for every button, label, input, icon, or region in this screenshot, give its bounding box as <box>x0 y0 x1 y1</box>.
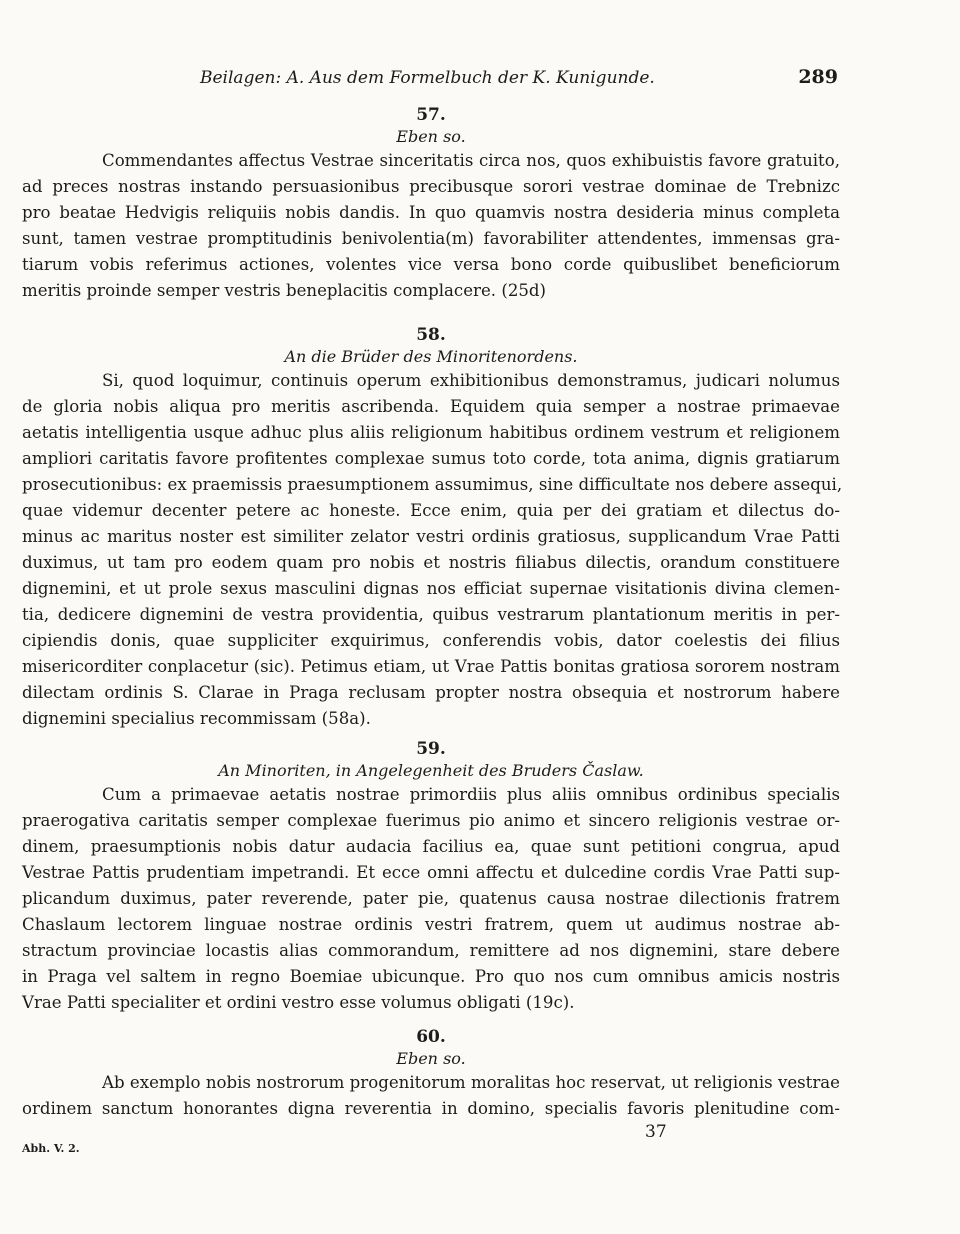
text-line: tia, dedicere dignemini de vestra providentia, quibus vestrarum plantationum meritis in per- <box>22 605 840 624</box>
text-line: de gloria nobis aliqua pro meritis ascribenda. Equidem quia semper a nostrae primaevae <box>22 397 840 416</box>
section-heading: An Minoriten, in Angelegenheit des Bruders Časlaw. <box>218 761 644 780</box>
section-60 <box>22 1026 840 1122</box>
section-heading: Eben so. <box>396 127 466 146</box>
gathering-number: 37 <box>645 1122 667 1142</box>
text-line: dignemini, et ut prole sexus masculini dignas nos efficiat supernae visitationis divina clemen- <box>22 579 840 598</box>
text-line: Cum a primaevae aetatis nostrae primordiis plus aliis omnibus ordinibus specialis <box>102 785 840 804</box>
section-number: 58. <box>416 325 446 345</box>
text-line: cipiendis donis, quae suppliciter exquirimus, conferendis vobis, dator coelestis dei filius <box>22 631 840 650</box>
section-text <box>22 148 840 304</box>
running-head: Beilagen: A. Aus dem Formelbuch der K. Kunigunde. <box>200 68 655 88</box>
section-57 <box>22 104 840 304</box>
text-line: dilectam ordinis S. Clarae in Praga reclusam propter nostra obsequia et nostrorum habere <box>22 683 840 702</box>
text-line: duximus, ut tam pro eodem quam pro nobis et nostris filiabus dilectis, orandum constituere <box>22 553 840 572</box>
text-line: Ab exemplo nobis nostrorum progenitorum moralitas hoc reservat, ut religionis vestrae <box>102 1073 840 1092</box>
text-line: ordinem sanctum honorantes digna reverentia in domino, specialis favoris plenitudine com- <box>22 1099 840 1118</box>
text-line: minus ac maritus noster est similiter zelator vestri ordinis gratiosus, supplicandum Vrae Patti <box>22 527 840 546</box>
text-line: dignemini specialius recommissam (58a). <box>22 709 371 728</box>
section-number: 59. <box>416 739 446 759</box>
text-line: meritis proinde semper vestris beneplacitis complacere. (25d) <box>22 281 547 300</box>
text-line: Vrae Patti specialiter et ordini vestro esse volumus obligati (19c). <box>22 993 575 1012</box>
section-text <box>22 368 843 732</box>
text-line: Vestrae Pattis prudentiam impetrandi. Et ecce omni affectu et dulcedine cordis Vrae Patti sup- <box>22 863 840 882</box>
section-heading: An die Brüder des Minoritenordens. <box>284 347 578 366</box>
signature-mark: Abh. V. 2. <box>22 1142 80 1155</box>
text-line: in Praga vel saltem in regno Boemiae ubicunque. Pro quo nos cum omnibus amicis nostris <box>22 967 840 986</box>
text-line: Commendantes affectus Vestrae sinceritatis circa nos, quos exhibuistis favore gratuito, <box>102 151 840 170</box>
section-text <box>22 782 840 1016</box>
section-number: 60. <box>416 1027 446 1047</box>
text-line: sunt, tamen vestrae promptitudinis benivolentia(m) favorabiliter attendentes, immensas gra- <box>22 229 840 248</box>
text-line: ampliori caritatis favore profitentes complexae sumus toto corde, tota anima, dignis gratiarum <box>22 449 840 468</box>
text-line: aetatis intelligentia usque adhuc plus aliis religionum habitibus ordinem vestrum et religionem <box>22 423 840 442</box>
text-line: pro beatae Hedvigis reliquiis nobis dandis. In quo quamvis nostra desideria minus completa <box>22 203 840 222</box>
text-line: Chaslaum lectorem linguae nostrae ordinis vestri fratrem, quem ut audimus nostrae ab- <box>22 915 840 934</box>
section-text <box>22 1070 840 1122</box>
text-line: misericorditer conplacetur (sic). Petimus etiam, ut Vrae Pattis bonitas gratiosa sororem nostram <box>22 657 840 676</box>
text-line: Si, quod loquimur, continuis operum exhibitionibus demonstramus, judicari nolumus <box>102 371 840 390</box>
section-number: 57. <box>416 105 446 125</box>
section-heading: Eben so. <box>396 1049 466 1068</box>
text-line: praerogativa caritatis semper complexae fuerimus pio animo et sincero religionis vestrae or- <box>22 811 840 830</box>
text-line: prosecutionibus: ex praemissis praesumptionem assumimus, sine difficultate nos debere assequi, <box>22 475 843 494</box>
text-line: quae videmur decenter petere ac honeste. Ecce enim, quia per dei gratiam et dilectus do- <box>22 501 840 520</box>
text-line: tiarum vobis referimus actiones, volentes vice versa bono corde quibuslibet beneficiorum <box>22 255 840 274</box>
section-59 <box>22 738 840 1016</box>
section-58 <box>22 324 843 732</box>
text-line: dinem, praesumptionis nobis datur audacia facilius ea, quae sunt petitioni congrua, apud <box>22 837 840 856</box>
text-line: stractum provinciae locastis alias commorandum, remittere ad nos dignemini, stare debere <box>22 941 840 960</box>
text-line: ad preces nostras instando persuasionibus precibusque sorori vestrae dominae de Trebnizc <box>22 177 840 196</box>
page-number: 289 <box>798 66 838 88</box>
text-line: plicandum duximus, pater reverende, pater pie, quatenus causa nostrae dilectionis fratrem <box>22 889 840 908</box>
